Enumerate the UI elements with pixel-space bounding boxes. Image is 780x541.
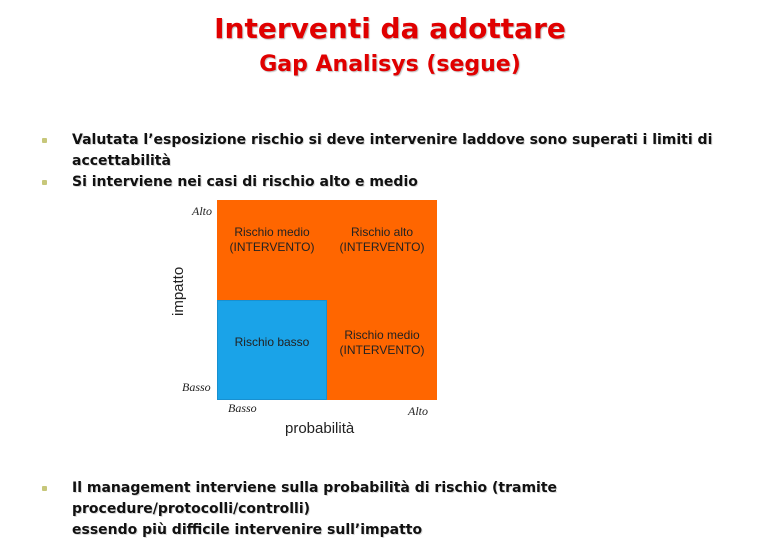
x-axis-high-label: Alto bbox=[408, 404, 428, 418]
bullet-marker-icon bbox=[42, 486, 47, 491]
bottom-bullet-list bbox=[40, 478, 760, 541]
cell-label: Rischio basso bbox=[234, 335, 310, 349]
cell-sublabel: (INTERVENTO) bbox=[339, 240, 425, 254]
bullet-text: Il management interviene sulla probabilità di rischio (tramite procedure/protocolli/controlli) bbox=[72, 480, 558, 517]
cell-label: Rischio medio bbox=[344, 327, 420, 342]
matrix-cell-low-risk bbox=[217, 300, 327, 400]
y-axis-low-label: Basso bbox=[182, 380, 211, 394]
matrix-cell-medium-risk bbox=[327, 300, 437, 400]
page-subtitle: Gap Analisys (segue) bbox=[259, 52, 521, 77]
bullet-text: Si interviene nei casi di rischio alto e medio bbox=[72, 174, 418, 190]
cell-label: Rischio medio bbox=[234, 225, 310, 239]
y-axis-high-label: Alto bbox=[192, 204, 212, 218]
matrix-cell-high-risk bbox=[327, 200, 437, 300]
y-axis-title: impatto bbox=[170, 266, 187, 316]
bullet-item bbox=[40, 478, 760, 541]
bullet-marker-icon bbox=[42, 138, 47, 143]
cell-label: Rischio alto bbox=[350, 225, 414, 239]
cell-sublabel: (INTERVENTO) bbox=[229, 240, 315, 254]
bullet-item bbox=[40, 172, 760, 193]
top-bullet-list bbox=[40, 130, 760, 193]
cell-sublabel: (INTERVENTO) bbox=[339, 342, 425, 357]
bullet-text-continued: essendo più difficile intervenire sull’impatto bbox=[72, 522, 423, 538]
bullet-text: Valutata l’esposizione rischio si deve intervenire laddove sono superati i limiti di accettabilità bbox=[72, 132, 713, 169]
risk-matrix bbox=[217, 200, 437, 400]
x-axis-title: probabilità bbox=[285, 420, 355, 437]
matrix-cell-medium-risk bbox=[217, 200, 327, 300]
bullet-item bbox=[40, 130, 760, 172]
page-title: Interventi da adottare bbox=[214, 12, 566, 45]
bullet-marker-icon bbox=[42, 180, 47, 185]
x-axis-low-label: Basso bbox=[228, 401, 257, 415]
